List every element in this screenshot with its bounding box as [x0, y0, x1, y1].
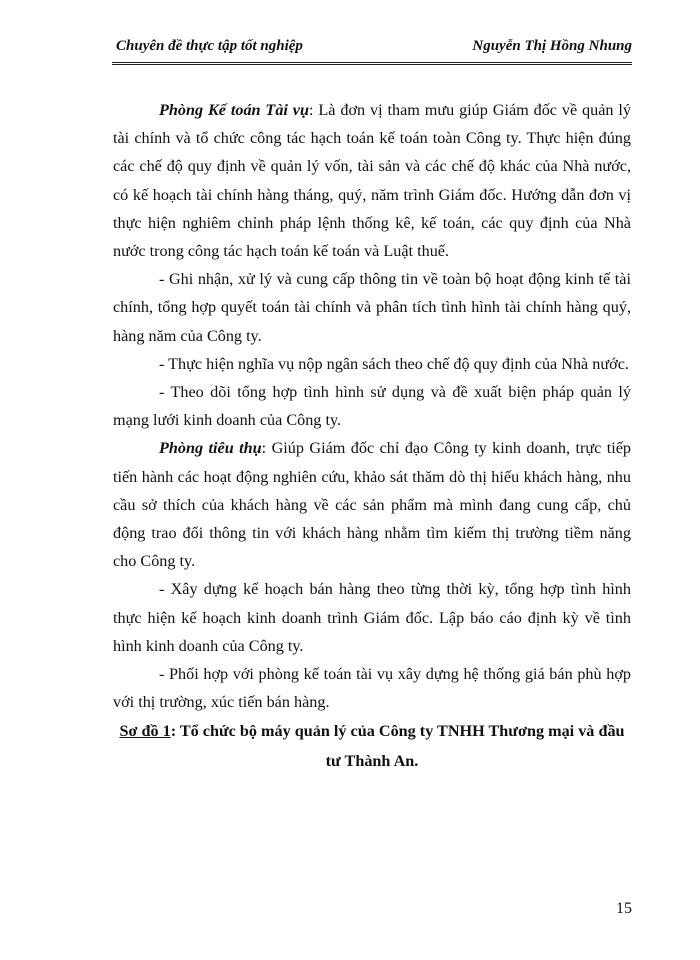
page-number: 15 [616, 900, 632, 917]
bullet-item: - Phối hợp với phòng kế toán tài vụ xây dựng hệ thống giá bán phù hợp với thị trường, xúc tiến bán hàng. [113, 665, 631, 712]
paragraph-text: : Giúp Giám đốc chỉ đạo Công ty kinh doanh, trực tiếp tiến hành các hoạt động nghiên cứu, khảo sát thăm dò thị hiếu khách hàng, nhu cầu sở thích của khách hàng về các sản phẩm mà mình đang cung cấp, chủ động trao đổi thông tin với khách hàng nhằm tìm kiếm thị trường tiềm năng cho Công ty. [113, 439, 631, 571]
section-term: Phòng tiêu thụ [159, 439, 262, 458]
bullet-item: - Ghi nhận, xử lý và cung cấp thông tin về toàn bộ hoạt động kinh tế tài chính, tổng hợp quyết toán tài chính và phân tích tình hình tài chính hàng quý, hàng năm của Công ty. [113, 270, 631, 345]
caption-label: Sơ đồ 1 [119, 722, 171, 741]
paragraph-accounting-department [113, 96, 631, 265]
header-divider [112, 62, 632, 65]
paragraph-text: : Là đơn vị tham mưu giúp Giám đốc về quản lý tài chính và tổ chức công tác hạch toán kế toán toàn Công ty. Thực hiện đúng các chế độ quy định về quản lý vốn, tài sản và các chế độ khác của Nhà nước, có kế hoạch tài chính hàng tháng, quý, năm trình Giám đốc. Hướng dẫn đơn vị thực hiện nghiêm chỉnh pháp lệnh thống kê, kế toán, các quy định của Nhà nước trong công tác hạch toán kế toán và Luật thuế. [113, 101, 632, 261]
paragraph-sales-department [113, 434, 631, 575]
caption-text: : Tổ chức bộ máy quản lý của Công ty TNHH Thương mại và đầu tư Thành An. [170, 722, 625, 771]
document-body [113, 96, 631, 776]
header-author-name: Nguyễn Thị Hồng Nhung [472, 38, 632, 54]
section-term: Phòng Kế toán Tài vụ [159, 101, 309, 119]
page-header [112, 38, 632, 62]
bullet-item: - Xây dựng kế hoạch bán hàng theo từng thời kỳ, tổng hợp tình hình thực hiện kế hoạch kinh doanh trình Giám đốc. Lập báo cáo định kỳ về tình hình kinh doanh của Công ty. [113, 580, 631, 655]
header-document-title: Chuyên đề thực tập tốt nghiệp [116, 38, 303, 54]
bullet-item: - Thực hiện nghĩa vụ nộp ngân sách theo chế độ quy định của Nhà nước. [159, 354, 629, 373]
figure-caption [113, 716, 631, 776]
bullet-item: - Theo dõi tổng hợp tình hình sử dụng và đề xuất biện pháp quản lý mạng lưới kinh doanh của Công ty. [113, 383, 631, 430]
